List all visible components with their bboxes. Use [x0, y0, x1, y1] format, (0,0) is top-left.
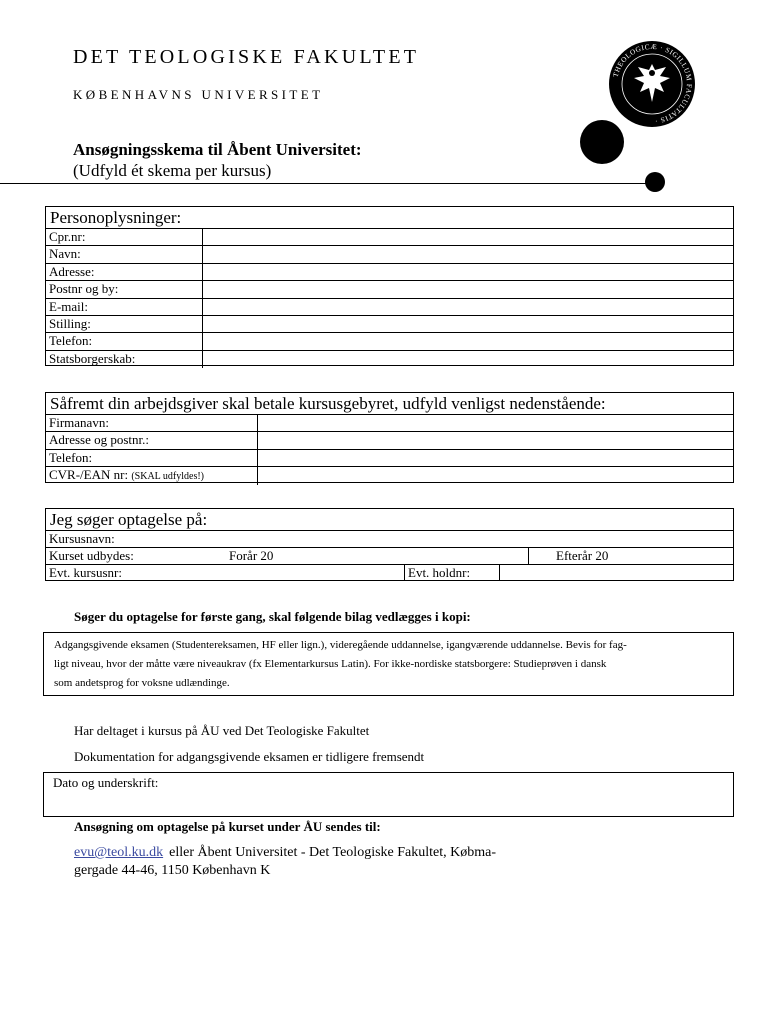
faculty-name: DET TEOLOGISKE FAKULTET — [73, 46, 420, 68]
company-address-field[interactable] — [258, 432, 733, 448]
course-heading: Jeg søger optagelse på: — [46, 509, 733, 531]
numbers-divider — [499, 565, 500, 581]
field-label: Statsborgerskab: — [46, 351, 203, 368]
form-subtitle: (Udfyld ét skema per kursus) — [73, 161, 272, 180]
postcode-city-field[interactable] — [203, 281, 733, 297]
citizenship-field[interactable] — [203, 351, 733, 368]
employer-section — [45, 392, 734, 483]
numbers-divider — [404, 565, 405, 581]
field-label: Navn: — [46, 246, 203, 262]
course-number-label: Evt. kursusnr: — [49, 565, 122, 580]
field-label: E-mail: — [46, 299, 203, 315]
field-row-name — [46, 246, 733, 263]
field-label: Stilling: — [46, 316, 203, 332]
cvr-ean-field[interactable] — [258, 467, 733, 484]
field-label: Telefon: — [46, 450, 258, 466]
field-row-email — [46, 299, 733, 316]
send-address-text: eller Åbent Universitet - Det Teologiske Fakultet, Købma- — [169, 845, 497, 860]
course-name-row[interactable] — [46, 531, 733, 548]
autumn-option[interactable]: Efterår 20 — [556, 548, 609, 563]
faculty-seal-logo — [608, 40, 696, 128]
attachments-line: Adgangsgivende eksamen (Studentereksamen, HF eller lign.), videregående uddannelse, igangværende uddannelse. Bevis for fag- — [54, 639, 627, 651]
attachments-line: ligt niveau, hvor der måtte være niveaukrav (fx Elementarkursus Latin). For ikke-nordiske statsborgere: Studieprøven i dansk — [54, 658, 607, 670]
decorative-dot-small — [645, 172, 665, 192]
field-row-cpr — [46, 229, 733, 246]
team-number-label: Evt. holdnr: — [408, 565, 471, 580]
university-name: KØBENHAVNS UNIVERSITET — [73, 87, 324, 102]
course-section — [45, 508, 734, 581]
cvr-label — [46, 467, 258, 484]
course-offered-label: Kurset udbydes: — [49, 548, 134, 563]
cvr-required-note: (SKAL udfyldes!) — [131, 471, 205, 483]
personal-info-rows — [46, 229, 733, 368]
personal-info-heading: Personoplysninger: — [46, 207, 733, 229]
signature-box[interactable] — [43, 772, 734, 817]
cpr-field[interactable] — [203, 229, 733, 245]
field-label: CVR-/EAN nr: — [49, 467, 132, 483]
email-field[interactable] — [203, 299, 733, 315]
field-row-phone — [46, 333, 733, 350]
personal-info-section — [45, 206, 734, 366]
email-link[interactable]: evu@teol.ku.dk — [74, 845, 164, 860]
form-title: Ansøgningsskema til Åbent Universitet: — [73, 140, 362, 159]
company-name-field[interactable] — [258, 415, 733, 431]
attachments-box — [43, 632, 734, 696]
course-numbers-row — [46, 565, 733, 582]
field-row-address — [46, 264, 733, 281]
header-divider — [0, 183, 650, 184]
field-label: Postnr og by: — [46, 281, 203, 297]
field-row-cvr — [46, 467, 733, 484]
decorative-dot-large — [580, 120, 624, 164]
field-label: Cpr.nr: — [46, 229, 203, 245]
offered-divider — [528, 548, 529, 564]
send-address-line-1 — [74, 845, 496, 861]
field-label: Telefon: — [46, 333, 203, 349]
field-label: Adresse og postnr.: — [46, 432, 258, 448]
attachments-line: som andetsprog for voksne udlændinge. — [54, 677, 230, 689]
phone-field[interactable] — [203, 333, 733, 349]
field-row-company — [46, 415, 733, 432]
course-offered-row — [46, 548, 733, 565]
send-address-line-2: gergade 44-46, 1150 København K — [74, 863, 271, 878]
documentation-statement[interactable]: Dokumentation for adgangsgivende eksamen er tidligere fremsendt — [74, 749, 425, 764]
send-to-heading: Ansøgning om optagelse på kurset under ÅU sendes til: — [74, 819, 381, 834]
field-row-company-phone — [46, 450, 733, 467]
address-field[interactable] — [203, 264, 733, 280]
field-row-citizenship — [46, 351, 733, 368]
course-name-label: Kursusnavn: — [49, 531, 115, 546]
position-field[interactable] — [203, 316, 733, 332]
name-field[interactable] — [203, 246, 733, 262]
field-row-position — [46, 316, 733, 333]
field-row-postcode — [46, 281, 733, 298]
field-label: Adresse: — [46, 264, 203, 280]
signature-label: Dato og underskrift: — [53, 775, 159, 790]
field-label: Firmanavn: — [46, 415, 258, 431]
svg-text:THEOLOGICÆ · SIGILLUM FACULTAT: THEOLOGICÆ · SIGILLUM FACULTATIS · — [611, 42, 694, 125]
employer-heading: Såfremt din arbejdsgiver skal betale kursusgebyret, udfyld venligst nedenstående: — [46, 393, 733, 415]
participated-statement[interactable]: Har deltaget i kursus på ÅU ved Det Teologiske Fakultet — [74, 723, 370, 738]
attachments-heading: Søger du optagelse for første gang, skal følgende bilag vedlægges i kopi: — [74, 609, 471, 624]
company-phone-field[interactable] — [258, 450, 733, 466]
field-row-company-address — [46, 432, 733, 449]
spring-option[interactable]: Forår 20 — [229, 548, 274, 563]
